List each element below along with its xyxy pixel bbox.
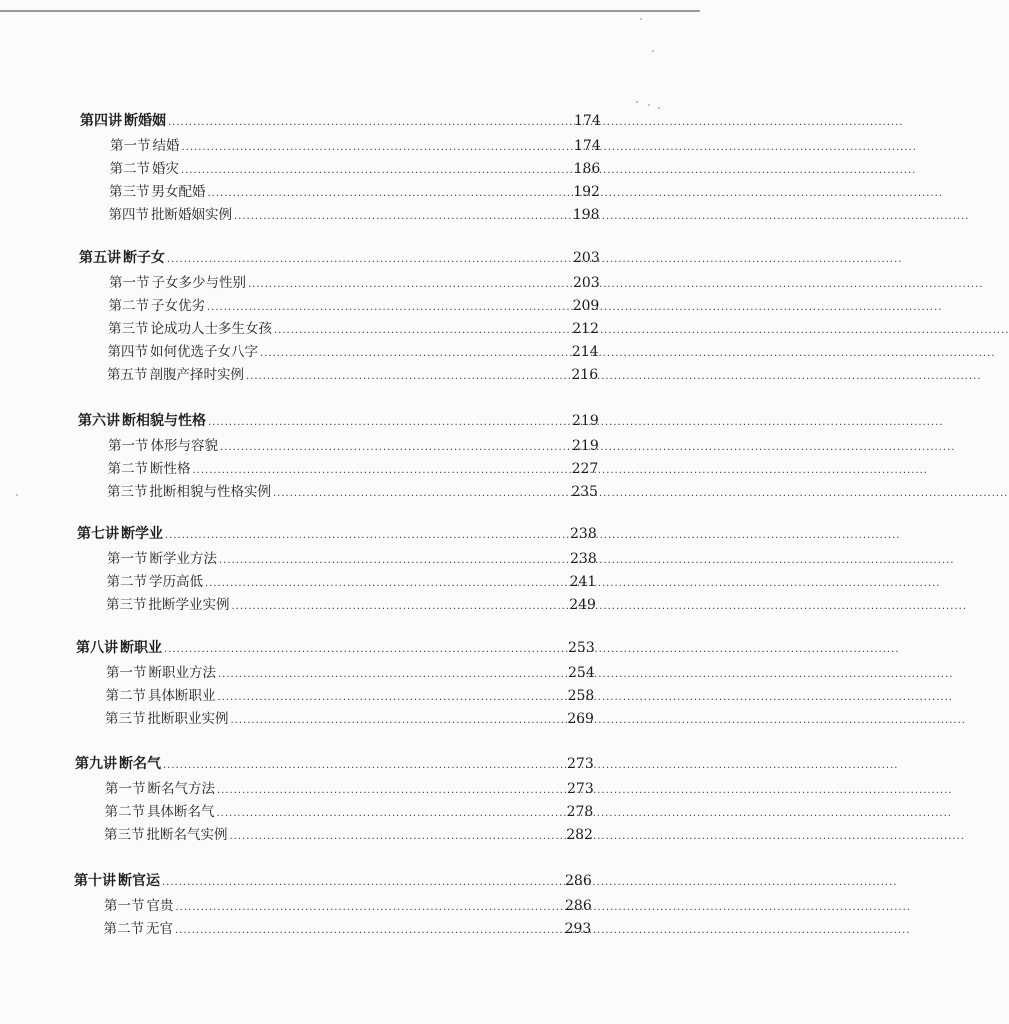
dot-leader [162, 877, 562, 888]
page-number: 278 [566, 804, 594, 820]
lecture-number: 第十讲 [74, 873, 116, 889]
page-number: 192 [573, 184, 600, 200]
page-number: 286 [565, 873, 592, 889]
page-number: 282 [566, 827, 593, 843]
lecture-entry[interactable] [79, 247, 600, 267]
dot-leader [176, 902, 563, 913]
section-title: 具体断名气 [147, 804, 215, 820]
section-title: 断性格 [150, 461, 191, 477]
section-entry[interactable] [108, 317, 599, 337]
dot-leader [208, 188, 571, 199]
section-number: 第二节 [103, 921, 144, 937]
section-number: 第三节 [109, 184, 150, 200]
section-number: 第一节 [109, 275, 150, 291]
lecture-number: 第八讲 [76, 640, 118, 656]
dot-leader [260, 348, 569, 359]
section-entry[interactable] [107, 457, 599, 477]
dot-leader [273, 488, 568, 499]
section-title: 结婚 [152, 138, 180, 154]
dot-leader [193, 465, 569, 476]
section-number: 第三节 [106, 597, 147, 613]
section-entry[interactable] [108, 294, 600, 314]
section-title: 论成功人士多生女孩 [150, 321, 272, 337]
section-title: 子女多少与性别 [151, 275, 246, 291]
dot-leader [218, 669, 565, 680]
lecture-title: 断职业 [120, 640, 162, 656]
lecture-entry[interactable] [80, 110, 601, 130]
section-number: 第一节 [106, 665, 147, 681]
page-number: 174 [574, 138, 601, 154]
page-number: 214 [571, 344, 599, 360]
page-number: 238 [570, 551, 597, 567]
section-title: 子女优劣 [151, 298, 205, 314]
lecture-number: 第五讲 [79, 250, 121, 266]
lecture-entry[interactable] [78, 410, 599, 430]
page-number: 186 [573, 161, 601, 177]
section-entry[interactable] [107, 547, 597, 567]
dot-leader [230, 831, 564, 842]
page-number: 286 [565, 898, 592, 914]
section-entry[interactable] [104, 823, 593, 843]
page-number: 238 [570, 526, 597, 542]
section-number: 第二节 [107, 461, 148, 477]
section-title: 体形与容貌 [150, 438, 218, 454]
page-number: 273 [567, 781, 594, 797]
dot-leader [219, 555, 567, 566]
dot-leader [234, 211, 570, 222]
lecture-title: 断名气 [119, 756, 161, 772]
section-entry[interactable] [108, 203, 600, 223]
dot-leader [207, 302, 570, 313]
section-title: 批断相貌与性格实例 [149, 484, 271, 500]
section-entry[interactable] [106, 570, 597, 590]
section-title: 断名气方法 [147, 781, 215, 797]
page-number: 209 [572, 298, 600, 314]
section-title: 婚灾 [152, 161, 179, 177]
section-entry[interactable] [106, 593, 596, 613]
section-title: 剖腹产择时实例 [149, 367, 244, 383]
section-entry[interactable] [103, 917, 592, 937]
page-number: 253 [568, 640, 595, 656]
section-title: 官贵 [146, 898, 174, 914]
lecture-number: 第九讲 [75, 756, 117, 772]
section-entry[interactable] [105, 684, 595, 704]
dot-leader [164, 644, 565, 655]
page-number: 249 [569, 597, 596, 613]
section-number: 第五节 [107, 367, 148, 383]
section-title: 批断学业实例 [148, 597, 230, 613]
page-number: 174 [574, 113, 601, 129]
lecture-number: 第四讲 [80, 113, 122, 129]
dot-leader [181, 165, 571, 176]
section-entry[interactable] [106, 661, 595, 681]
dot-leader [217, 808, 564, 819]
page-number: 198 [572, 207, 600, 223]
section-number: 第二节 [106, 574, 147, 590]
section-entry[interactable] [104, 800, 594, 820]
section-entry[interactable] [105, 707, 594, 727]
section-title: 断职业方法 [148, 665, 216, 681]
section-number: 第四节 [108, 207, 149, 223]
section-title: 具体断职业 [148, 688, 216, 704]
page-number: 219 [572, 413, 599, 429]
dot-leader [182, 142, 572, 153]
section-number: 第一节 [105, 781, 146, 797]
section-entry[interactable] [109, 271, 600, 291]
dot-leader [175, 925, 562, 936]
section-entry[interactable] [105, 777, 594, 797]
page-number: 216 [571, 367, 599, 383]
lecture-entry[interactable] [76, 637, 595, 657]
section-title: 批断职业实例 [147, 711, 229, 727]
dot-leader [168, 117, 571, 128]
section-entry[interactable] [104, 894, 592, 914]
page-number: 203 [573, 250, 600, 266]
lecture-title: 断子女 [123, 250, 165, 266]
section-number: 第二节 [105, 688, 146, 704]
section-entry[interactable] [109, 157, 601, 177]
section-title: 断学业方法 [149, 551, 217, 567]
section-number: 第三节 [104, 827, 145, 843]
page-number: 241 [569, 574, 597, 590]
section-number: 第三节 [108, 321, 149, 337]
dot-leader [220, 442, 569, 453]
dot-leader [274, 325, 569, 336]
section-entry[interactable] [107, 363, 599, 383]
section-number: 第三节 [107, 484, 148, 500]
dot-leader [246, 371, 568, 382]
page-number: 212 [572, 321, 599, 337]
section-number: 第二节 [108, 298, 149, 314]
section-entry[interactable] [110, 134, 601, 154]
section-entry[interactable] [107, 340, 599, 360]
lecture-title: 断相貌与性格 [122, 413, 206, 429]
lecture-entry[interactable] [77, 523, 597, 543]
section-entry[interactable] [107, 480, 598, 500]
lecture-title: 断学业 [121, 526, 163, 542]
page-number: 227 [571, 461, 599, 477]
section-entry[interactable] [109, 180, 600, 200]
page-number: 258 [567, 688, 595, 704]
section-title: 男女配婚 [151, 184, 206, 200]
page-number: 235 [571, 484, 598, 500]
section-title: 批断婚姻实例 [151, 207, 232, 223]
section-number: 第一节 [104, 898, 145, 914]
page-number: 203 [573, 275, 600, 291]
lecture-entry[interactable] [75, 753, 594, 773]
dot-leader [205, 578, 567, 589]
dot-leader [165, 530, 567, 541]
lecture-entry[interactable] [74, 870, 592, 890]
page-number: 254 [568, 665, 595, 681]
dot-leader [232, 601, 567, 612]
section-number: 第一节 [110, 138, 151, 154]
lecture-title: 断官运 [118, 873, 160, 889]
section-title: 如何优选子女八字 [150, 344, 258, 360]
page-number: 273 [567, 756, 594, 772]
dot-leader [217, 785, 564, 796]
section-number: 第一节 [108, 438, 149, 454]
lecture-number: 第七讲 [77, 526, 119, 542]
section-number: 第四节 [107, 344, 148, 360]
section-entry[interactable] [108, 434, 599, 454]
page-number: 269 [567, 711, 594, 727]
section-title: 学历高低 [149, 574, 203, 590]
dot-leader [208, 417, 569, 428]
page-number: 293 [564, 921, 592, 937]
lecture-title: 断婚姻 [124, 113, 166, 129]
dot-leader [231, 715, 565, 726]
dot-leader [248, 279, 570, 290]
section-title: 无官 [146, 921, 173, 937]
section-number: 第二节 [104, 804, 145, 820]
dot-leader [218, 692, 565, 703]
dot-leader [163, 760, 564, 771]
section-number: 第二节 [109, 161, 150, 177]
dot-leader [167, 254, 570, 265]
section-number: 第三节 [105, 711, 146, 727]
section-number: 第一节 [107, 551, 148, 567]
section-title: 批断名气实例 [146, 827, 228, 843]
page-number: 219 [572, 438, 599, 454]
lecture-number: 第六讲 [78, 413, 120, 429]
